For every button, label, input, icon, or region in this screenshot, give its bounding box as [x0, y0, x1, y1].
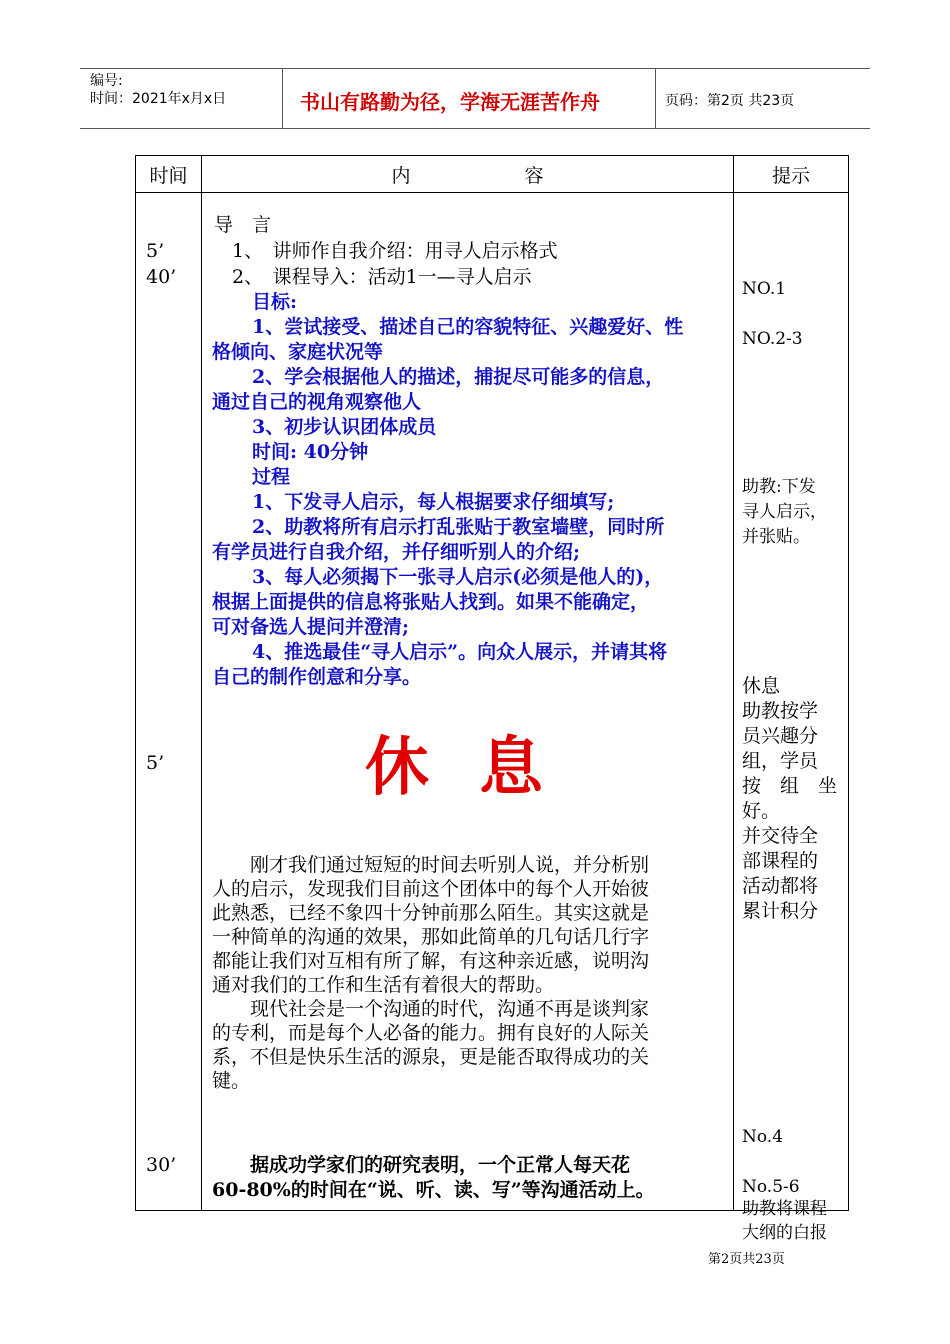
tip-line: 寻人启示，: [742, 502, 827, 522]
process-line: 2、助教将所有启示打乱张贴于教室墙壁，同时所: [252, 516, 665, 538]
process-line: 自己的制作创意和分享。: [212, 666, 422, 688]
column-header-tips: 提示: [734, 156, 849, 193]
paragraph-line: 的专利，而是每个人必备的能力。拥有良好的人际关: [212, 1022, 650, 1044]
content-cell: [202, 193, 734, 1211]
header-motto: 书山有路勤为径，学海无涯苦作舟: [300, 90, 600, 114]
tip-note: [742, 674, 837, 924]
table-header-row: [136, 156, 849, 193]
tip-line: 并交待全: [742, 825, 819, 847]
header-divider: [282, 69, 283, 128]
intro-item: 1、 讲师作自我介绍：用寻人启示格式: [232, 240, 558, 262]
goal-line: 通过自己的视角观察他人: [212, 391, 422, 413]
process-line: 4、推选最佳“寻人启示”。向众人展示，并请其将: [252, 641, 668, 663]
time-value: 5’: [146, 752, 165, 774]
paragraph-line: 现代社会是一个沟通的时代，沟通不再是谈判家: [212, 998, 650, 1020]
doc-date-label: 时间：2021年x月x日: [90, 91, 227, 107]
tip-code: NO.2-3: [742, 329, 803, 349]
paragraph-line: 60-80%的时间在“说、听、读、写”等沟通活动上。: [212, 1179, 655, 1201]
tip-line: 助教将课程: [742, 1199, 827, 1219]
header-bottom-rule: [80, 128, 870, 129]
process-line: 1、下发寻人启示，每人根据要求仔细填写;: [252, 491, 615, 513]
tip-code: No.4: [742, 1127, 784, 1147]
tip-line: 并张贴。: [742, 527, 810, 547]
tip-line: 活动都将: [742, 875, 819, 897]
time-value: 5’: [146, 240, 165, 262]
column-header-time: 时间: [136, 156, 202, 193]
paragraph-line: 通对我们的工作和生活有着很大的帮助。: [212, 974, 555, 996]
paragraph-line: 键。: [212, 1070, 251, 1092]
duration-line: 时间: 40分钟: [252, 441, 369, 463]
process-line: 可对备选人提问并澄清;: [212, 616, 410, 638]
paragraph-line: 人的启示，发现我们目前这个团体中的每个人开始彼: [212, 878, 650, 900]
tip-line: 员兴趣分: [742, 725, 819, 747]
tip-line: 好。: [742, 800, 781, 822]
process-line: 3、每人必须揭下一张寻人启示(必须是他人的)，: [252, 566, 664, 588]
tip-note: [742, 1197, 827, 1245]
tip-line: 助教按学: [742, 700, 819, 722]
tip-note: [742, 475, 827, 550]
tip-code: NO.1: [742, 279, 787, 299]
rest-heading: 休息: [365, 730, 593, 805]
goal-line: 2、学会根据他人的描述，捕捉尽可能多的信息，: [252, 366, 665, 388]
tip-line: 部课程的: [742, 850, 819, 872]
page-footer: 第2页共23页: [708, 1252, 785, 1267]
tip-line: 助教:下发: [742, 477, 816, 497]
process-line: 有学员进行自我介绍，并仔细听别人的介绍;: [212, 541, 581, 563]
paragraph-line: 据成功学家们的研究表明，一个正常人每天花: [212, 1154, 631, 1176]
header-top-rule: [80, 68, 870, 69]
tip-line: 休息: [742, 675, 781, 697]
goal-line: 1、尝试接受、描述自己的容貌特征、兴趣爱好、性: [252, 316, 684, 338]
time-cell: [136, 193, 202, 1211]
tip-line: 按 组 坐: [742, 775, 838, 797]
table-row: [136, 193, 849, 1211]
header-page-label: 页码：第2页 共23页: [665, 93, 795, 109]
column-header-content: 内 容: [202, 156, 734, 193]
paragraph-line: 一种简单的沟通的效果，那如此简单的几句话几行字: [212, 926, 650, 948]
intro-title: 导 言: [214, 214, 272, 236]
header-divider: [655, 69, 656, 128]
paragraph-line: 系，不但是快乐生活的源泉，更是能否取得成功的关: [212, 1046, 650, 1068]
tip-line: 组，学员: [742, 750, 819, 772]
process-line: 根据上面提供的信息将张贴人找到。如果不能确定，: [212, 591, 650, 613]
lesson-plan-table: [135, 155, 849, 1243]
tip-line: 大纲的白报: [742, 1223, 827, 1243]
paragraph-line: 都能让我们对互相有所了解，有这种亲近感，说明沟: [212, 950, 650, 972]
tip-code: No.5-6: [742, 1177, 800, 1197]
goal-title: 目标:: [252, 291, 298, 313]
time-value: 40’: [146, 266, 177, 288]
process-title: 过程: [252, 466, 291, 488]
time-value: 30’: [146, 1154, 177, 1176]
doc-number-label: 编号:: [90, 73, 123, 89]
goal-line: 格倾向、家庭状况等: [212, 341, 384, 363]
tip-line: 累计积分: [742, 900, 819, 922]
paragraph: [212, 853, 649, 1093]
intro-item: 2、 课程导入：活动1一—寻人启示: [232, 266, 532, 288]
goal-line: 3、初步认识团体成员: [252, 416, 437, 438]
paragraph-line: 此熟悉，已经不象四十分钟前那么陌生。其实这就是: [212, 902, 650, 924]
tips-cell: [734, 193, 849, 1243]
paragraph-line: 刚才我们通过短短的时间去听别人说，并分析别: [212, 854, 650, 876]
